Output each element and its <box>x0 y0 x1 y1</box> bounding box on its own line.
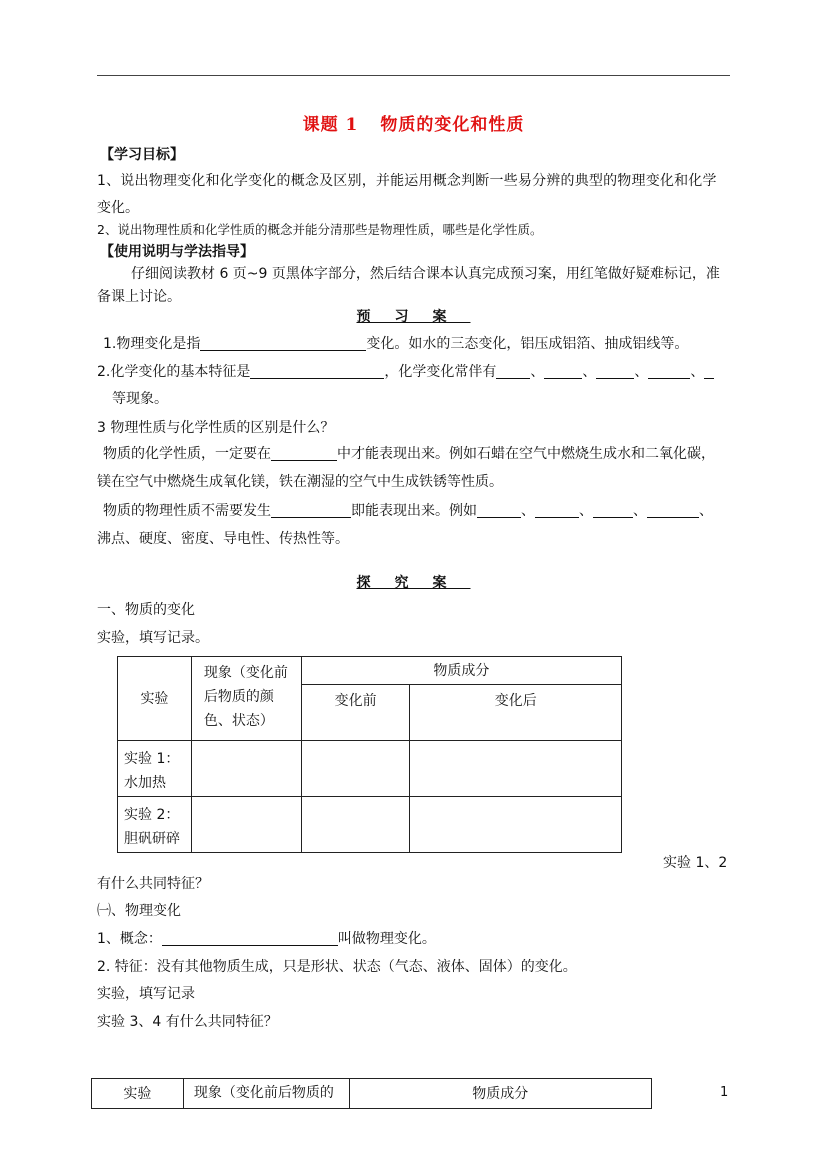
header-phenomenon: 现象（变化前后物质的 <box>183 1079 349 1109</box>
preview-q3: 3 物理性质与化学性质的区别是什么？ <box>97 420 335 436</box>
table-row <box>118 741 622 797</box>
lesson-title: 课题 1 物质的变化和性质 <box>302 115 525 135</box>
experiment-instruction-2: 实验，填写记录 <box>97 986 195 1002</box>
experiment-instruction: 实验，填写记录。 <box>97 630 209 646</box>
subsection-physical-change: ㈠、物理变化 <box>97 903 181 919</box>
preview-q2: 2.化学变化的基本特征是 ，化学变化常伴有 、 、 、 、 <box>97 362 714 382</box>
usage-line-1: 仔细阅读教材 6 页~9 页黑体字部分，然后结合课本认真完成预习案，用红笔做好疑难标记，准 <box>131 266 720 282</box>
header-phenomenon: 现象（变化前后物质的颜色、状态） <box>191 657 301 741</box>
question-1-2-part-1: 实验 1、2 <box>663 855 728 871</box>
chem-property-line-2: 镁在空气中燃烧生成氧化镁，铁在潮湿的空气中生成铁锈等性质。 <box>97 474 503 490</box>
row-phenomenon-cell[interactable] <box>191 741 301 797</box>
question-1-2-part-2: 有什么共同特征？ <box>97 876 209 892</box>
header-composition: 物质成分 <box>349 1079 651 1109</box>
feature-line: 2. 特征：没有其他物质生成，只是形状、状态（气态、液体、固体）的变化。 <box>97 959 577 975</box>
preview-q2-line-2: 等现象。 <box>112 391 168 407</box>
header-before: 变化前 <box>301 685 410 741</box>
explore-heading: 探究案 <box>356 575 471 591</box>
header-rule <box>97 75 730 76</box>
concept-line: 1、概念： 叫做物理变化。 <box>97 931 436 947</box>
chem-property-line-1: 物质的化学性质，一定要在 中才能表现出来。例如石蜡在空气中燃烧生成水和二氧化碳， <box>103 446 715 462</box>
phys-property-line-1: 物质的物理性质不需要发生 即能表现出来。例如 、 、 、 、 <box>103 503 713 519</box>
objective-2: 2、说出物理性质和化学性质的概念并能分清那些是物理性质，哪些是化学性质。 <box>97 222 543 237</box>
phys-property-line-2: 沸点、硬度、密度、导电性、传热性等。 <box>97 531 349 547</box>
row-phenomenon-cell[interactable] <box>191 797 301 853</box>
section-1-heading: 一、物质的变化 <box>97 602 195 618</box>
question-3-4: 实验 3、4 有什么共同特征？ <box>97 1014 278 1030</box>
page-number: 1 <box>720 1085 729 1100</box>
header-after: 变化后 <box>410 685 622 741</box>
header-experiment: 实验 <box>118 657 192 741</box>
row-after-cell[interactable] <box>410 741 622 797</box>
objective-1-line-1: 1、说出物理变化和化学变化的概念及区别，并能运用概念判断一些易分辨的典型的物理变化和化学 <box>97 173 717 189</box>
objectives-heading: 【学习目标】 <box>100 147 184 163</box>
row-before-cell[interactable] <box>301 797 410 853</box>
preview-q1: 1.物理变化是指 变化。如水的三态变化，铝压成铝箔、抽成铝线等。 <box>103 336 689 352</box>
row-experiment-name: 实验 1：水加热 <box>118 741 192 797</box>
header-composition: 物质成分 <box>301 657 621 685</box>
row-experiment-name: 实验 2：胆矾研碎 <box>118 797 192 853</box>
objective-1-line-2: 变化。 <box>97 200 139 216</box>
preview-heading: 预习案 <box>356 309 471 325</box>
row-after-cell[interactable] <box>410 797 622 853</box>
header-experiment: 实验 <box>92 1079 184 1109</box>
usage-heading: 【使用说明与学法指导】 <box>100 244 254 260</box>
table-row <box>118 797 622 853</box>
usage-line-2: 备课上讨论。 <box>97 289 181 305</box>
row-before-cell[interactable] <box>301 741 410 797</box>
experiment-table-1 <box>117 656 622 853</box>
experiment-table-2 <box>91 1078 652 1109</box>
